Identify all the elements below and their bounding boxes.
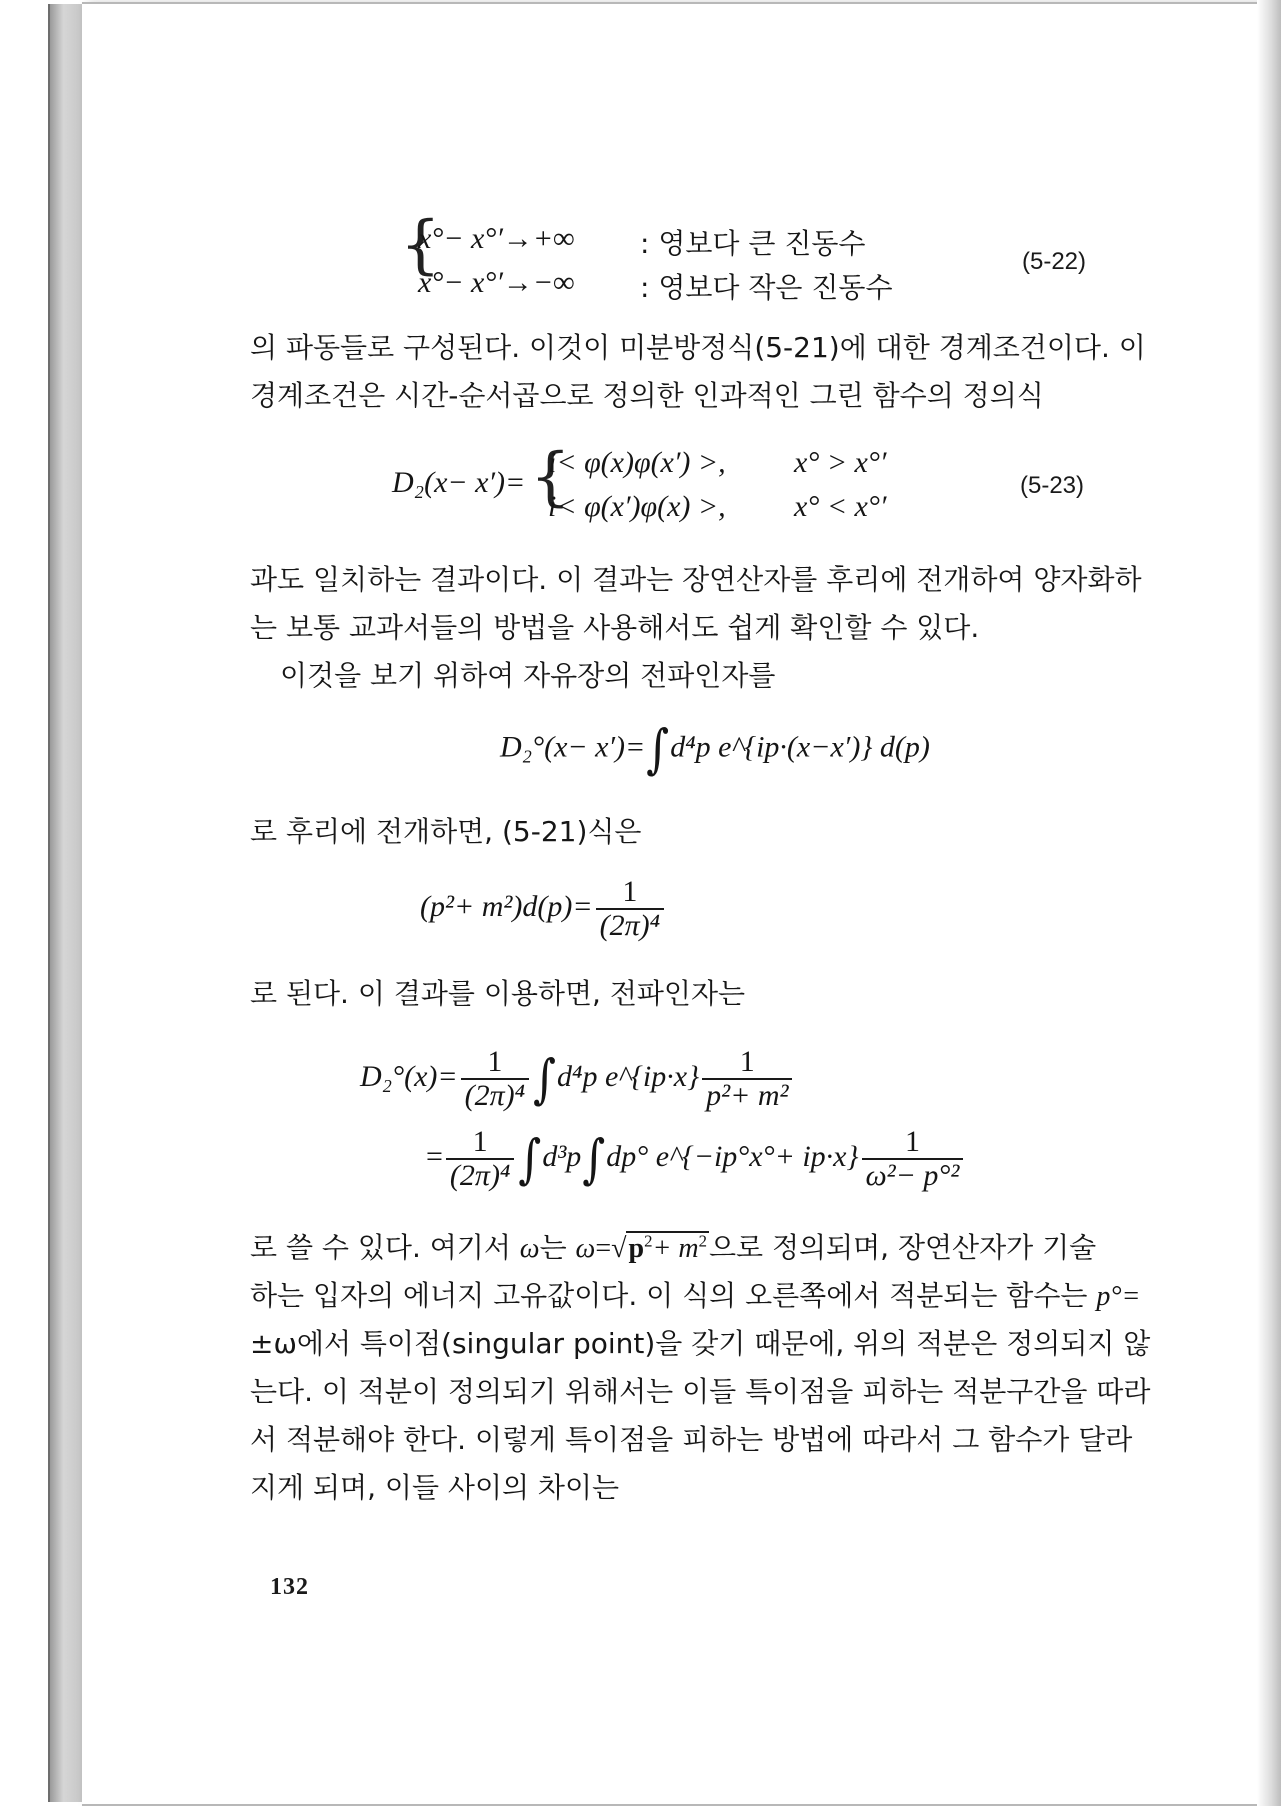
equals-sign: = [426, 1139, 443, 1173]
equation-propagator-integral-1 [360, 1046, 795, 1112]
paragraph-5 [250, 1224, 1151, 1512]
text-span: 하는 입자의 에너지 고유값이다. 이 식의 오른쪽에서 적분되는 함수는 [250, 1279, 1097, 1312]
fraction [862, 1126, 964, 1192]
text-line: 지게 되며, 이들 사이의 차이는 [250, 1471, 620, 1504]
equation-momentum-space [420, 876, 667, 942]
equation-expression: x°− x°′→+∞ [418, 222, 575, 255]
fraction-numerator: 1 [739, 1045, 755, 1078]
text-span: 로 쓸 수 있다. 여기서 [250, 1231, 520, 1264]
integrand: d⁴p e^{ip·x} [557, 1059, 700, 1093]
equation-5-23-case1: i< φ(x)φ(x′) >, [548, 446, 726, 479]
equation-propagator-integral-2 [426, 1126, 966, 1192]
equation-expression: x°− x°′→−∞ [418, 266, 575, 299]
omega-definition: $\omega=√p^2+ m^2$ [575, 1231, 707, 1264]
text-line: 는다. 이 적분이 정의되기 위해서는 이들 특이점을 피하는 적분구간을 따라 [250, 1375, 1151, 1408]
integral-sign: ∫ [646, 718, 670, 781]
integral-sign: ∫ [582, 1128, 606, 1190]
paragraph-2 [250, 556, 1142, 700]
fraction-numerator: 1 [487, 1045, 503, 1078]
text-line: 의 파동들로 구성된다. 이것이 미분방정식(5-21)에 대한 경계조건이다. 이 [250, 331, 1146, 364]
text-line: 서 적분해야 한다. 이렇게 특이점을 피하는 방법에 따라서 그 함수가 달라 [250, 1423, 1133, 1456]
fraction [596, 876, 664, 942]
book-spine-edge [48, 4, 85, 1802]
equation-propagator [500, 718, 930, 781]
equation-lhs: D₂°(x)= [360, 1059, 458, 1093]
fraction-denominator: p²+ m² [702, 1078, 792, 1112]
text-span: 는 [539, 1231, 576, 1264]
text-line: 로 후리에 전개하면, (5-21)식은 [250, 815, 642, 848]
text-line: 이것을 보기 위하여 자유장의 전파인자를 [280, 659, 776, 692]
text-line: 는 보통 교과서들의 방법을 사용해서도 쉽게 확인할 수 있다. [250, 611, 980, 644]
paragraph-4 [250, 970, 1120, 1018]
equation-brace: { [530, 440, 571, 514]
fraction-denominator: (2π)⁴ [446, 1158, 514, 1192]
equation-5-22-line1-desc: : 영보다 큰 진동수 [640, 227, 866, 260]
equation-rhs: d⁴p e^{ip·(x−x′)} d(p) [670, 730, 930, 764]
page-edge-shadow [1257, 0, 1281, 1806]
equation-5-23-case1-condition: x° > x°′ [794, 446, 887, 479]
integral-sign: ∫ [518, 1128, 542, 1190]
fraction-numerator: 1 [472, 1125, 488, 1158]
fraction [446, 1126, 514, 1192]
fraction-numerator: 1 [904, 1125, 920, 1158]
text-line: 경계조건은 시간-순서곱으로 정의한 인과적인 그린 함수의 정의식 [250, 379, 1044, 412]
equation-5-23-case2: i< φ(x′)φ(x) >, [548, 490, 726, 523]
omega-symbol: ω [519, 1233, 540, 1264]
sqrt-radicand: $p^2+ m^2$ [628, 1231, 707, 1264]
fraction [702, 1046, 792, 1112]
fraction-denominator: (2π)⁴ [461, 1078, 529, 1112]
equation-lhs: D₂°(x− x′)= [500, 730, 646, 764]
equation-number: (5-22) [1022, 248, 1087, 275]
equation-brace: { [400, 208, 441, 282]
equation-5-23-case2-condition: x° < x°′ [794, 490, 887, 523]
integrand: d³p [542, 1139, 582, 1173]
equation-5-22-line2-desc: : 영보다 작은 진동수 [640, 271, 893, 304]
equation-5-22-line2 [418, 266, 575, 300]
paragraph-3 [250, 808, 1120, 856]
fraction-denominator: (2π)⁴ [596, 908, 664, 942]
text-span: 으로 정의되며, 장연산자가 기술 [708, 1231, 1097, 1264]
page-number: 132 [270, 1574, 309, 1600]
fraction [461, 1046, 529, 1112]
integral-sign: ∫ [533, 1048, 557, 1110]
inline-math: p°= [1096, 1281, 1141, 1312]
equation-5-22-line1 [418, 222, 575, 256]
fraction-numerator: 1 [622, 875, 638, 908]
text-line: 로 된다. 이 결과를 이용하면, 전파인자는 [250, 977, 746, 1010]
paragraph-1 [250, 324, 1146, 420]
text-line [250, 1224, 1120, 1272]
equation-number: (5-23) [1020, 472, 1085, 499]
equation-lhs: (p²+ m²)d(p)= [420, 889, 593, 923]
text-line: 과도 일치하는 결과이다. 이 결과는 장연산자를 후리에 전개하여 양자화하 [250, 563, 1142, 596]
equation-5-23-lhs: D₂(x− x′)= [392, 466, 526, 499]
text-line [250, 1272, 1141, 1320]
text-line: ±ω에서 특이점(singular point)을 갖기 때문에, 위의 적분은 정의되지 않 [250, 1327, 1151, 1360]
integrand: dp° e^{−ip°x°+ ip·x} [606, 1139, 859, 1173]
fraction-denominator: ω²− p°² [862, 1158, 964, 1192]
omega-symbol: ω [575, 1233, 596, 1264]
